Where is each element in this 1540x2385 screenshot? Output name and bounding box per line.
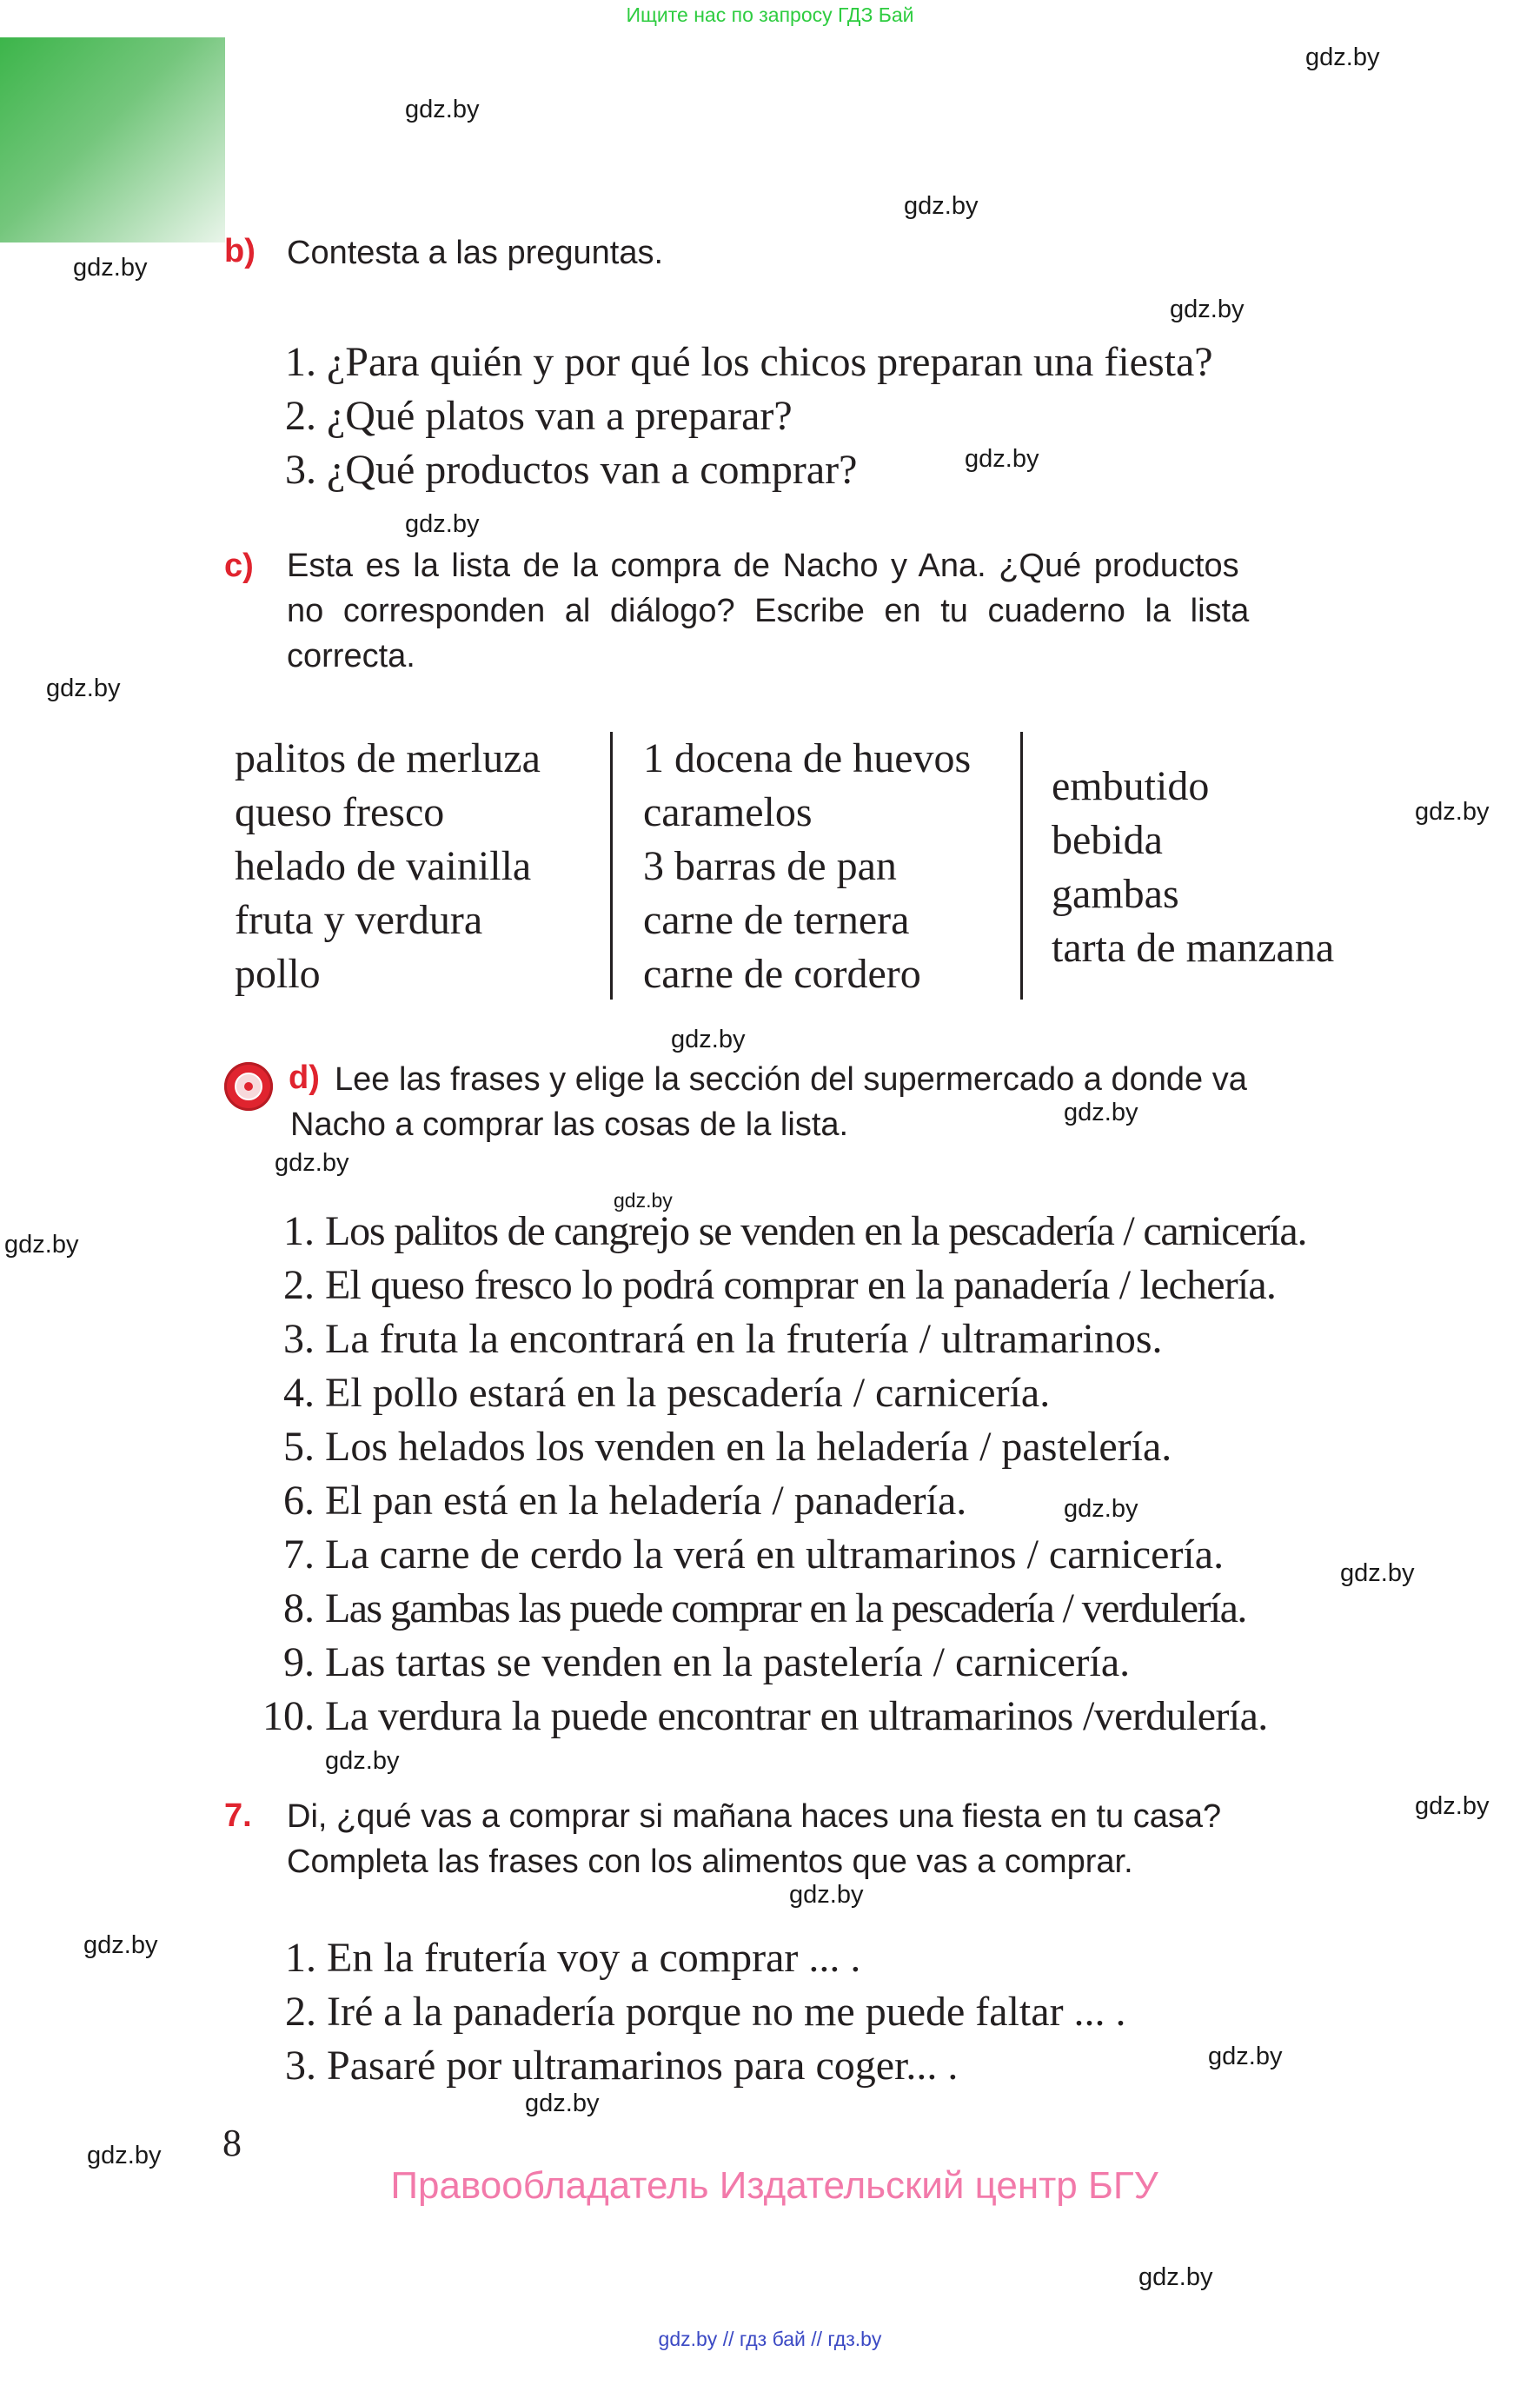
list-item: fruta y verdura <box>235 897 483 943</box>
column-divider <box>610 732 613 1000</box>
section-d-instruction-line1: Lee las frases y elige la sección del supermercado a donde va <box>335 1061 1247 1098</box>
section-c-label: c) <box>224 548 254 584</box>
column-divider <box>1020 732 1023 1000</box>
bottom-links[interactable]: gdz.by // гдз бай // гдз.by <box>658 2328 882 2350</box>
watermark: gdz.by <box>525 2089 600 2117</box>
watermark: gdz.by <box>789 1881 864 1909</box>
question-item: 2. ¿Qué platos van a preparar? <box>285 393 793 439</box>
section-b-label: b) <box>224 233 256 269</box>
exercise-7-label: 7. <box>224 1797 252 1834</box>
sentence-item: 3. Pasaré por ultramarinos para coger... . <box>285 2043 959 2089</box>
watermark: gdz.by <box>83 1931 158 1959</box>
watermark: gdz.by <box>1340 1559 1415 1587</box>
list-item: palitos de merluza <box>235 735 541 781</box>
watermark: gdz.by <box>1208 2043 1283 2070</box>
list-item: caramelos <box>643 789 813 835</box>
section-d-instruction-line2: Nacho a comprar las cosas de la lista. <box>290 1106 849 1143</box>
section-b-questions <box>285 335 1213 497</box>
sentence-item: 7. La carne de cerdo la verá en ultramarinos / carnicería. <box>283 1531 1225 1578</box>
sentence-item: 2. Iré a la panadería porque no me puede faltar ... . <box>285 1989 1126 2035</box>
shopping-list-column-1 <box>235 732 541 1001</box>
exercise-7-instruction-line1: Di, ¿qué vas a comprar si mañana haces una fiesta en tu casa? <box>287 1798 1222 1835</box>
watermark: gdz.by <box>1415 798 1490 826</box>
sentence-item: 3. La fruta la encontrará en la frutería / ultramarinos. <box>283 1316 1163 1362</box>
sentence-item: 6. El pan está en la heladería / panadería. <box>283 1478 967 1524</box>
watermark: gdz.by <box>965 445 1039 473</box>
sentence-item: 1. En la frutería voy a comprar ... . <box>285 1935 861 1981</box>
watermark: gdz.by <box>1415 1792 1490 1820</box>
shopping-list-column-2 <box>643 732 971 1001</box>
watermark: gdz.by <box>1138 2263 1213 2291</box>
exercise-7-sentences <box>285 1931 1126 2093</box>
list-item: carne de ternera <box>643 897 910 943</box>
watermark: gdz.by <box>1305 43 1380 71</box>
copyright-owner: Правообладатель Издательский центр БГУ <box>390 2164 1158 2207</box>
sentence-item: 8. Las gambas las puede comprar en la pescadería / verdulería. <box>283 1585 1246 1631</box>
section-d-label: d) <box>289 1060 320 1096</box>
watermark: gdz.by <box>1170 296 1245 323</box>
sentence-item: 9. Las tartas se venden en la pastelería / carnicería. <box>283 1639 1131 1685</box>
watermark: gdz.by <box>405 510 480 538</box>
list-item: 3 barras de pan <box>643 843 897 889</box>
watermark: gdz.by <box>4 1231 79 1259</box>
shopping-list-column-3 <box>1052 760 1334 975</box>
page-number: 8 <box>222 2122 242 2164</box>
watermark: gdz.by <box>325 1747 400 1775</box>
list-item: tarta de manzana <box>1052 925 1335 971</box>
question-item: 1. ¿Para quién y por qué los chicos preparan una fiesta? <box>285 339 1213 385</box>
list-item: embutido <box>1052 763 1210 809</box>
watermark: gdz.by <box>614 1189 673 1212</box>
instruction-line: no corresponden al diálogo? Escribe en tu cuaderno la lista <box>287 593 1250 629</box>
list-item: bebida <box>1052 817 1163 863</box>
watermark: gdz.by <box>1064 1099 1138 1126</box>
section-b-instruction: Contesta a las preguntas. <box>287 235 664 271</box>
watermark: gdz.by <box>1064 1495 1138 1523</box>
list-item: pollo <box>235 951 321 997</box>
watermark: gdz.by <box>73 254 148 282</box>
watermark: gdz.by <box>46 674 121 702</box>
instruction-line: correcta. <box>287 638 415 674</box>
sentence-item: 1. Los palitos de cangrejo se venden en la pescadería / carnicería. <box>283 1208 1307 1254</box>
watermark: gdz.by <box>904 192 979 220</box>
sentence-item: 4. El pollo estará en la pescadería / carnicería. <box>283 1370 1051 1416</box>
top-banner[interactable]: Ищите нас по запросу ГДЗ Бай <box>626 3 914 26</box>
list-item: 1 docena de huevos <box>643 735 972 781</box>
sentence-item: 10. La verdura la puede encontrar en ultramarinos /verdulería. <box>262 1693 1268 1739</box>
sentence-item: 5. Los helados los venden en la heladería / pastelería. <box>283 1424 1172 1470</box>
list-item: carne de cordero <box>643 951 921 997</box>
question-item: 3. ¿Qué productos van a comprar? <box>285 447 858 493</box>
section-c-instruction <box>287 543 1364 679</box>
watermark: gdz.by <box>87 2142 162 2169</box>
watermark: gdz.by <box>671 1026 746 1053</box>
exercise-7-instruction-line2: Completa las frases con los alimentos que vas a comprar. <box>287 1844 1133 1880</box>
watermark: gdz.by <box>405 96 480 123</box>
audio-cd-icon[interactable] <box>224 1062 273 1111</box>
green-corner-decoration <box>0 37 225 242</box>
section-d-sentences <box>261 1205 1306 1744</box>
list-item: queso fresco <box>235 789 445 835</box>
list-item: helado de vainilla <box>235 843 532 889</box>
list-item: gambas <box>1052 871 1179 917</box>
instruction-word-line: Esta es la lista de la compra de Nacho y Ana. ¿Qué productos <box>287 548 1239 584</box>
sentence-item: 2. El queso fresco lo podrá comprar en la panadería / lechería. <box>283 1262 1277 1308</box>
watermark: gdz.by <box>275 1149 349 1177</box>
